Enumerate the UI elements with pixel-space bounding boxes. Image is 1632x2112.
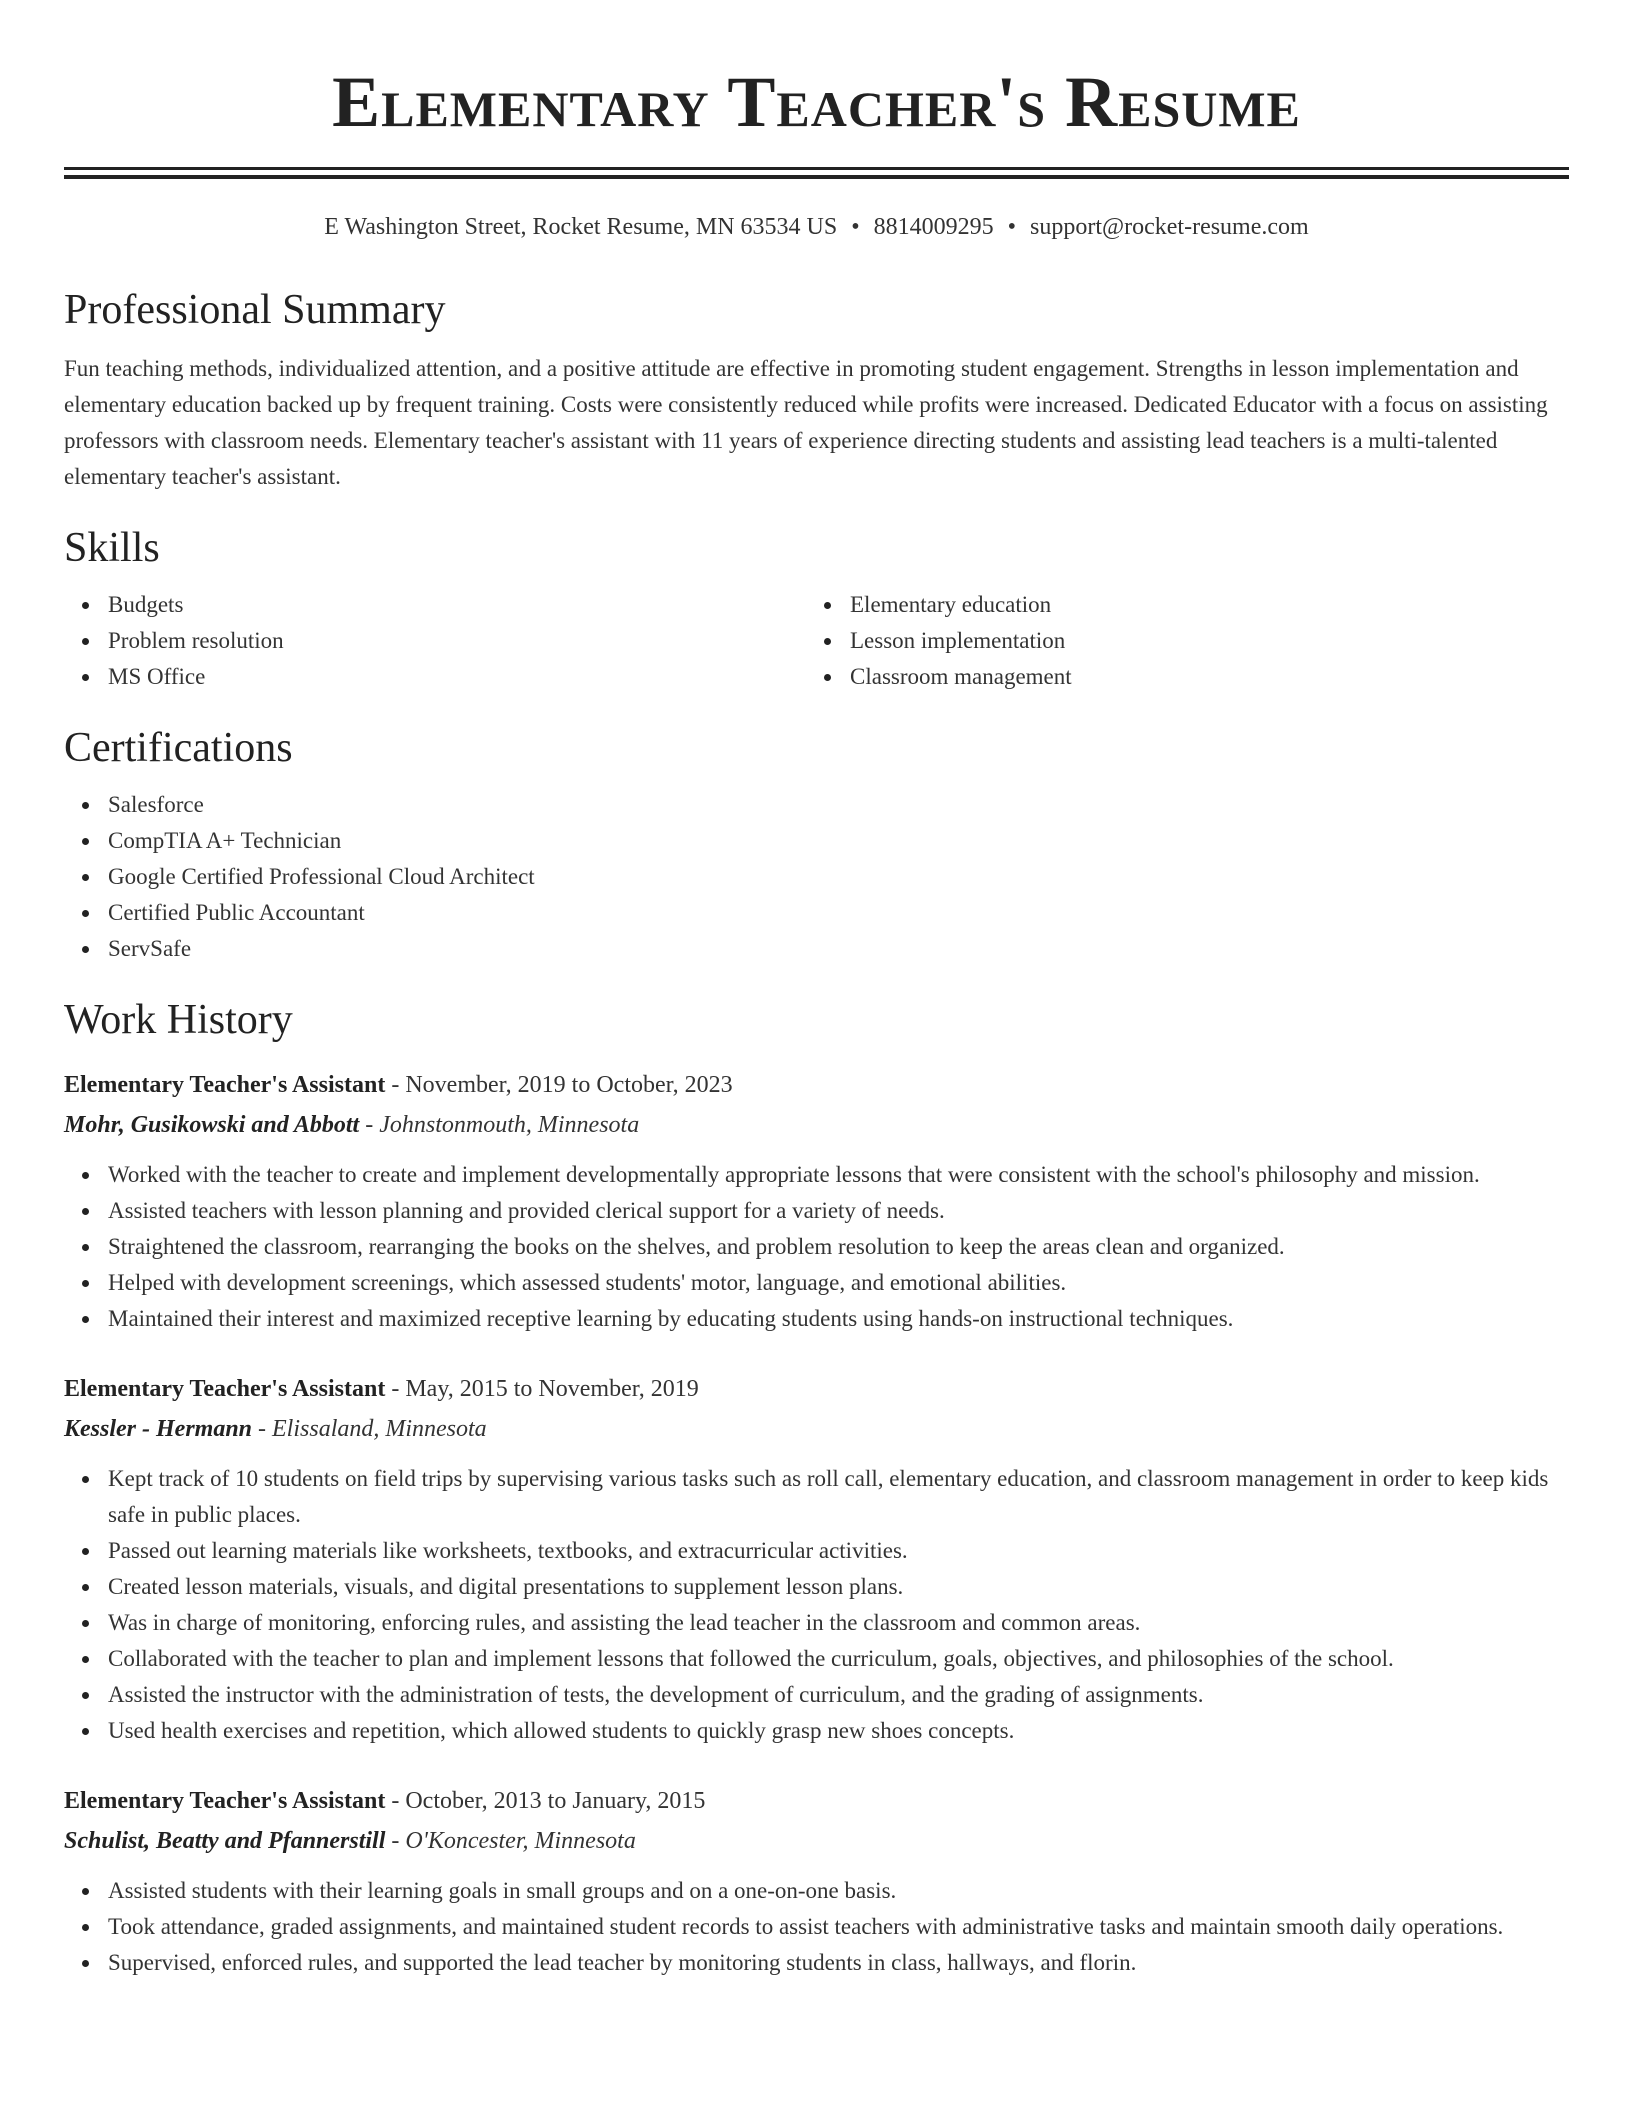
job-company-line [64, 1105, 1569, 1145]
job-bullet: Assisted students with their learning goals in small groups and on a one-on-one basis. [108, 1873, 1569, 1909]
skills-heading: Skills [64, 525, 160, 571]
skill-item: Budgets [108, 587, 806, 623]
job-bullet: Maintained their interest and maximized receptive learning by educating students using hands-on instructional techniques. [108, 1301, 1569, 1337]
job-location: O'Koncester, Minnesota [405, 1828, 636, 1854]
job-bullet-list [64, 1873, 1569, 1981]
job-company-line [64, 1821, 1569, 1861]
contact-line [64, 211, 1569, 243]
job-entry [64, 1065, 1569, 1337]
job-title: Elementary Teacher's Assistant [64, 1376, 386, 1402]
job-dates: October, 2013 to January, 2015 [405, 1788, 706, 1814]
job-dates: November, 2019 to October, 2023 [405, 1072, 733, 1098]
job-company-line [64, 1409, 1569, 1449]
job-title-line [64, 1065, 1569, 1105]
certification-item: ServSafe [108, 931, 1569, 967]
contact-separator: • [1007, 214, 1017, 240]
title-rule-bottom [64, 175, 1569, 179]
job-bullet: Used health exercises and repetition, which allowed students to quickly grasp new shoes concepts. [108, 1713, 1569, 1749]
resume-title: Elementary Teacher's Resume [332, 62, 1301, 142]
certification-item: Google Certified Professional Cloud Architect [108, 859, 1569, 895]
certification-item: Salesforce [108, 787, 1569, 823]
certification-item: CompTIA A+ Technician [108, 823, 1569, 859]
job-title: Elementary Teacher's Assistant [64, 1072, 386, 1098]
job-company: Schulist, Beatty and Pfannerstill [64, 1828, 386, 1854]
job-entry [64, 1369, 1569, 1749]
job-location: Elissaland, Minnesota [272, 1416, 487, 1442]
job-bullet: Supervised, enforced rules, and supported the lead teacher by monitoring students in class, hallways, and florin. [108, 1945, 1569, 1981]
work-history-heading: Work History [64, 997, 293, 1043]
job-dash: - [385, 1072, 406, 1098]
summary-heading: Professional Summary [64, 287, 446, 333]
job-dash: - [385, 1788, 406, 1814]
job-company: Kessler - Hermann [64, 1416, 253, 1442]
certifications-heading: Certifications [64, 725, 293, 771]
job-title: Elementary Teacher's Assistant [64, 1788, 386, 1814]
job-dash: - [359, 1112, 380, 1138]
job-title-line [64, 1781, 1569, 1821]
job-bullet: Worked with the teacher to create and implement developmentally appropriate lessons that were consistent with the school's philosophy and mission. [108, 1157, 1569, 1193]
certification-item: Certified Public Accountant [108, 895, 1569, 931]
contact-address: E Washington Street, Rocket Resume, MN 63534 US [324, 214, 838, 240]
contact-email: support@rocket-resume.com [1030, 214, 1309, 240]
job-bullet: Kept track of 10 students on field trips by supervising various tasks such as roll call, elementary education, and classroom management in order to keep kids safe in public places. [108, 1461, 1569, 1533]
skills-list-right [806, 587, 1548, 695]
job-bullet: Created lesson materials, visuals, and digital presentations to supplement lesson plans. [108, 1569, 1569, 1605]
skills-column-left [64, 587, 806, 695]
certifications-list [64, 787, 1569, 967]
skill-item: MS Office [108, 659, 806, 695]
job-dates: May, 2015 to November, 2019 [405, 1376, 699, 1402]
contact-phone: 8814009295 [873, 214, 994, 240]
job-entry [64, 1781, 1569, 1981]
job-bullet-list [64, 1157, 1569, 1337]
skill-item: Lesson implementation [850, 623, 1548, 659]
skills-column-right [806, 587, 1548, 695]
job-bullet: Helped with development screenings, which assessed students' motor, language, and emotional abilities. [108, 1265, 1569, 1301]
skill-item: Elementary education [850, 587, 1548, 623]
summary-text: Fun teaching methods, individualized attention, and a positive attitude are effective in promoting student engagement. Strengths in lesson implementation and elementary education backed up by frequent training. Costs were consistently reduced while profits were increased. Dedicated Educator with a focus on assisting professors with classroom needs. Elementary teacher's assistant with 11 years of experience directing students and assisting lead teachers is a multi-talented elementary teacher's assistant. [64, 356, 1548, 489]
job-dash: - [385, 1376, 406, 1402]
title-rule-top [64, 167, 1569, 170]
job-company: Mohr, Gusikowski and Abbott [64, 1112, 360, 1138]
contact-separator: • [851, 214, 860, 240]
job-bullet: Assisted the instructor with the administration of tests, the development of curriculum, and the grading of assignments. [108, 1677, 1569, 1713]
skills-columns [64, 587, 1569, 695]
job-dash: - [252, 1416, 273, 1442]
skills-list-left [64, 587, 806, 695]
job-bullet: Was in charge of monitoring, enforcing rules, and assisting the lead teacher in the classroom and common areas. [108, 1605, 1569, 1641]
job-location: Johnstonmouth, Minnesota [379, 1112, 640, 1138]
job-title-line [64, 1369, 1569, 1409]
skill-item: Classroom management [850, 659, 1548, 695]
job-bullet: Assisted teachers with lesson planning and provided clerical support for a variety of needs. [108, 1193, 1569, 1229]
job-dash: - [385, 1828, 406, 1854]
job-bullet: Collaborated with the teacher to plan and implement lessons that followed the curriculum, goals, objectives, and philosophies of the school. [108, 1641, 1569, 1677]
job-bullet: Straightened the classroom, rearranging the books on the shelves, and problem resolution to keep the areas clean and organized. [108, 1229, 1569, 1265]
job-bullet: Took attendance, graded assignments, and maintained student records to assist teachers with administrative tasks and maintain smooth daily operations. [108, 1909, 1569, 1945]
skill-item: Problem resolution [108, 623, 806, 659]
resume-page [64, 0, 1569, 1981]
job-bullet-list [64, 1461, 1569, 1749]
job-bullet: Passed out learning materials like worksheets, textbooks, and extracurricular activities. [108, 1533, 1569, 1569]
